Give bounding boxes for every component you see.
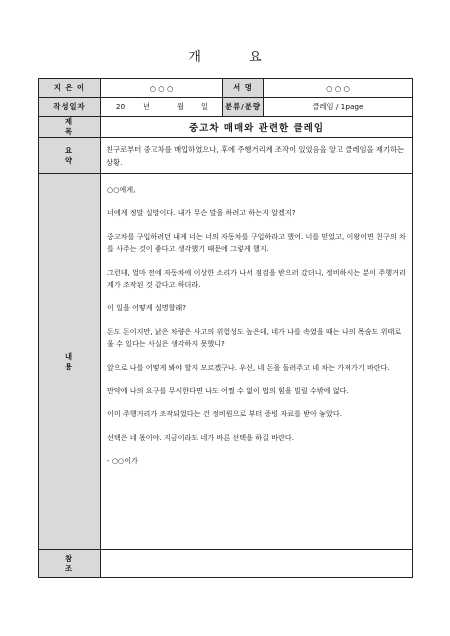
summary-row [39, 138, 413, 174]
date-value [101, 98, 223, 117]
body-label: 내 용 [39, 174, 101, 550]
body-row [39, 174, 413, 550]
date-day-unit: 일 [200, 102, 209, 111]
date-label: 작성일자 [39, 98, 101, 117]
summary-value: 친구로부터 중고차를 매입하였으나, 후에 주행거리계 조작이 있었음을 알고 클레임을 제기하는 상황. [101, 138, 413, 174]
date-year: 20 [115, 102, 126, 111]
author-value: ○ ○ ○ [101, 79, 223, 98]
reference-row [39, 550, 413, 578]
sign-label: 서 명 [223, 79, 264, 98]
author-row [39, 79, 413, 98]
sign-value: ○ ○ ○ [264, 79, 413, 98]
date-row [39, 98, 413, 117]
subject-value: 중고차 매매와 관련한 클레임 [101, 117, 413, 138]
reference-label: 참 조 [39, 550, 101, 578]
letter-paragraph: 돈도 돈이지만, 낡은 차량은 사고의 위험성도 높은데, 네가 나를 속였을 때는 나의 목숨도 위태로울 수 있다는 사실은 생각하지 못했니? [107, 326, 402, 349]
subject-label: 제 목 [39, 117, 101, 138]
document-title: 개 요 [188, 50, 284, 65]
category-value: 클레임 / 1page [264, 98, 413, 117]
date-month-unit: 월 [176, 102, 185, 111]
category-label: 분류/분량 [223, 98, 264, 117]
letter-signature: - ○○이가 [107, 456, 138, 466]
letter-paragraph: 만약에 나의 요구를 무시한다면 나도 어쩔 수 없이 법의 힘을 빌릴 수밖에 없다. [107, 386, 349, 396]
letter-paragraph: 너에게 정말 실망이다. 내가 무슨 말을 하려고 하는지 알겠지? [107, 208, 296, 218]
date-year-unit: 년 [142, 102, 151, 111]
letter-paragraph: 그런데, 얼마 전에 자동차에 이상한 소리가 나서 점검을 받으러 갔더니, 정비하시는 분이 주행거리계가 조작된 것 같다고 하더라. [107, 267, 406, 290]
subject-row [39, 117, 413, 138]
reference-value [101, 550, 413, 578]
letter-paragraph: 이미 주행거리가 조작되었다는 건 정비원으로 부터 증빙 자료를 받아 놓았다. [107, 409, 342, 419]
letter-paragraph: 앞으로 나를 어떻게 봐야 할지 모르겠구나. 우선, 네 돈을 돌려주고 네 차는 가져가기 바란다. [107, 362, 390, 372]
author-label: 지 은 이 [39, 79, 101, 98]
overview-form [38, 78, 413, 578]
summary-label: 요 약 [39, 138, 101, 174]
letter-paragraph: 이 일을 어떻게 설명할래? [107, 303, 187, 313]
letter-paragraph: ○○에게, [107, 185, 136, 194]
letter-paragraph: 중고차를 구입하려던 내게 너는 너의 자동차를 구입하라고 했어. 너를 믿었고, 이왕이면 친구의 차를 사주는 것이 좋다고 생각했기 때문에 그렇게 했지. [107, 231, 406, 254]
letter-paragraph: 선택은 네 몫이야. 지금이라도 네가 바른 선택을 하길 바란다. [107, 432, 295, 442]
letter-content [101, 174, 413, 550]
